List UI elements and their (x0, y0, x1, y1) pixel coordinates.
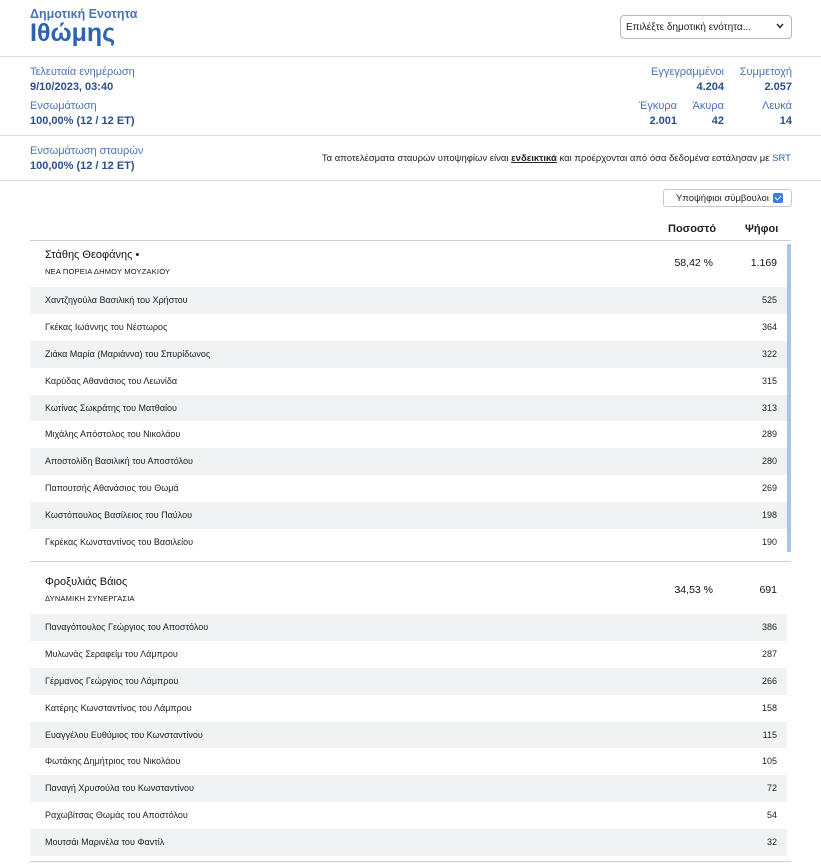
candidate-row (30, 421, 787, 448)
participation-value: 2.057 (764, 81, 792, 93)
blank-value: 14 (779, 115, 792, 127)
candidate-name: Φωτάκης Δημήτριος του Νικολάου (45, 756, 181, 767)
candidate-name: Γέρμανος Γεώργιος του Λάμπρου (45, 675, 179, 686)
divider (30, 561, 791, 562)
note-text-1: Τα αποτελέσματα σταυρών υποψηφίων είναι (321, 153, 512, 164)
candidate-row (30, 722, 787, 749)
candidate-name: Μιχάλης Απόστολος του Νικολάου (45, 429, 181, 440)
candidate-row (30, 287, 787, 314)
candidate-row (30, 775, 787, 802)
last-update-value: 9/10/2023, 03:40 (30, 81, 114, 93)
candidate-name: Μουτσάι Μαρινέλα του Φαντίλ (45, 837, 165, 848)
cross-integration-value: 100,00% (12 / 12 ΕΤ) (30, 160, 135, 172)
chevron-down-icon (775, 20, 785, 32)
candidate-row (30, 802, 787, 829)
candidate-name: Παναγόπουλος Γεώργιος του Αποστόλου (45, 622, 209, 632)
leading-list-marker (787, 244, 791, 552)
candidate-name: Ευαγγέλου Ευθύμιος του Κωνσταντίνου (45, 729, 203, 740)
list-percent: 58,42 % (674, 257, 713, 269)
list-block-1 (30, 568, 787, 856)
valid-value: 2.001 (649, 115, 677, 127)
candidate-votes: 105 (761, 756, 777, 767)
candidate-votes: 364 (761, 321, 777, 332)
integration-value: 100,00% (12 / 12 ΕΤ) (30, 115, 135, 127)
candidate-name: Παναγή Χρυσούλα του Κωνσταντίνου (45, 783, 194, 794)
candidate-votes: 287 (761, 648, 777, 659)
list-party: ΔΥΝΑΜΙΚΗ ΣΥΝΕΡΓΑΣΙΑ (45, 594, 135, 603)
column-header-percent: Ποσοστό (668, 223, 717, 235)
candidate-votes: 525 (761, 295, 777, 305)
list-block-0 (30, 241, 787, 556)
page-header (0, 0, 821, 57)
candidate-votes: 54 (766, 810, 777, 821)
note-emphasis: ενδεικτικά (511, 153, 557, 164)
candidate-row (30, 641, 787, 668)
cross-results-note (322, 153, 791, 164)
candidate-votes: 72 (766, 783, 777, 794)
candidate-votes: 386 (761, 622, 777, 632)
last-update-label: Τελευταία ενημέρωση (30, 66, 135, 78)
candidate-name: Κατέρης Κωνσταντίνος του Λάμπρου (45, 702, 192, 713)
candidate-name: Χαντζηγούλα Βασιλική του Χρήστου (45, 295, 188, 305)
candidate-votes: 190 (761, 537, 777, 548)
list-percent: 34,53 % (674, 584, 713, 596)
candidate-row (30, 529, 787, 556)
page-title: Ιθώμης (30, 19, 116, 47)
candidate-row (30, 368, 787, 395)
list-leader: Φροξυλιάς Βάιος (45, 576, 128, 588)
candidate-name: Κωστόπουλος Βασίλειος του Παύλου (45, 510, 193, 521)
integration-label: Ενσωμάτωση (30, 100, 97, 112)
candidate-name: Μυλωνάς Σεραφείμ του Λάμπρου (45, 648, 178, 659)
note-srt: SRT (772, 153, 791, 164)
candidate-votes: 289 (761, 429, 777, 440)
list-votes: 1.169 (750, 257, 777, 269)
candidate-votes: 315 (761, 375, 777, 386)
registered-label: Εγγεγραμμένοι (651, 66, 724, 78)
candidate-votes: 280 (761, 456, 777, 467)
area-select-label: Επιλέξτε δημοτική ενότητα... (626, 22, 752, 33)
candidate-votes: 322 (761, 348, 777, 359)
checkbox-checked-icon[interactable] (773, 193, 783, 203)
candidate-name: Γκέκας Ιωάννης του Νέστωρος (45, 321, 168, 332)
candidate-votes: 158 (761, 702, 777, 713)
candidate-row (30, 668, 787, 695)
candidate-name: Κωτίνας Σωκράτης του Ματθαίου (45, 402, 177, 413)
candidate-row (30, 695, 787, 722)
candidate-name: Καρύδας Αθανάσιος του Λεωνίδα (45, 375, 178, 386)
candidate-name: Αποστολίδη Βασιλική του Αποστόλου (45, 456, 193, 467)
stats-panel (0, 57, 821, 136)
candidate-row (30, 341, 787, 368)
divider (30, 861, 791, 862)
list-leader: Στάθης Θεοφάνης • (45, 249, 140, 261)
blank-label: Λευκά (762, 100, 792, 112)
candidate-row (30, 614, 787, 641)
invalid-label: Άκυρα (692, 100, 724, 112)
candidate-row (30, 748, 787, 775)
cross-integration-label: Ενσωμάτωση σταυρών (30, 145, 144, 157)
valid-label: Έγκυρα (638, 100, 677, 112)
list-header (30, 241, 787, 287)
area-type-label: Δημοτική Ενοτητα (30, 7, 138, 21)
candidate-votes: 32 (766, 837, 777, 848)
list-party: ΝΕΑ ΠΟΡΕΙΑ ΔΗΜΟΥ ΜΟΥΖΑΚΙΟΥ (45, 267, 171, 276)
candidate-name: Ραχωβίτσας Θωμάς του Αποστόλου (45, 810, 188, 821)
participation-label: Συμμετοχή (739, 66, 792, 78)
candidate-row (30, 448, 787, 475)
candidate-row (30, 395, 787, 422)
candidates-toggle-label: Υποψήφιοι σύμβουλοι (676, 193, 769, 204)
candidate-votes: 115 (762, 729, 777, 740)
candidate-row (30, 502, 787, 529)
candidate-name: Ζιάκα Μαρία (Μαριάννα) του Σπυρίδωνος (45, 348, 211, 359)
invalid-value: 42 (711, 115, 724, 127)
area-select-dropdown[interactable] (620, 15, 792, 39)
note-text-2: και προέρχονται από όσα δεδομένα εστάλησαν με (556, 153, 773, 164)
list-votes: 691 (759, 584, 777, 596)
candidate-row (30, 475, 787, 502)
cross-integration-panel (0, 136, 821, 181)
registered-value: 4.204 (696, 81, 724, 93)
candidate-name: Γκρέκας Κωνσταντίνος του Βασιλείου (45, 537, 194, 548)
candidate-votes: 313 (761, 402, 777, 413)
candidate-row (30, 314, 787, 341)
column-header-votes: Ψήφοι (745, 223, 779, 235)
list-header (30, 568, 787, 614)
candidate-row (30, 829, 787, 856)
candidate-votes: 198 (761, 510, 777, 521)
candidate-name: Παπουτσής Αθανάσιος του Θωμά (45, 483, 179, 494)
candidates-toggle[interactable] (663, 189, 792, 207)
candidate-votes: 266 (761, 675, 777, 686)
candidate-votes: 269 (761, 483, 777, 494)
